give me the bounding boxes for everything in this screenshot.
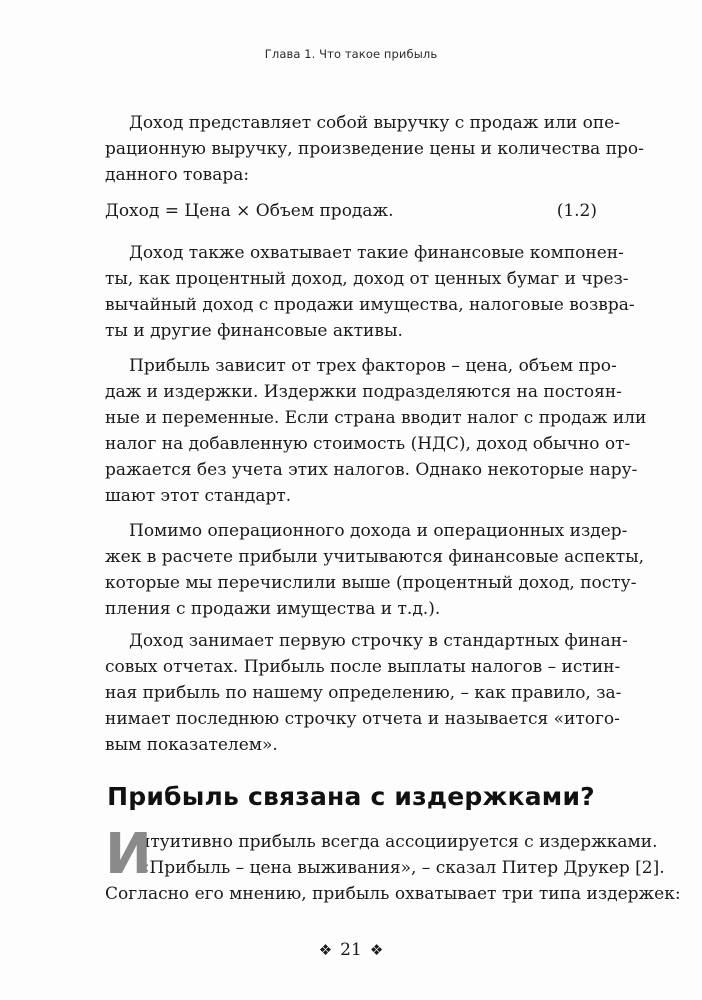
paragraph-line: которые мы перечислили выше (процентный доход, посту- (105, 573, 637, 593)
page-number: 21 (340, 940, 362, 960)
paragraph-line: вым показателем». (105, 735, 278, 755)
paragraph-line: вычайный доход с продажи имущества, налоговые возвра- (105, 295, 635, 315)
paragraph-2 (105, 240, 635, 344)
paragraph-line: «Прибыль – цена выживания», – сказал Питер Друкер [2]. (139, 858, 665, 878)
paragraph-3 (105, 353, 647, 509)
paragraph-line: ная прибыль по нашему определению, – как правило, за- (105, 683, 622, 703)
ornament-left-icon: ❖ (318, 941, 333, 959)
paragraph-line: нтуитивно прибыль всегда ассоциируется с издержками. (139, 832, 658, 852)
paragraph-line: Согласно его мнению, прибыль охватывает три типа издержек: (105, 884, 681, 904)
paragraph-line: Доход также охватывает такие финансовые компонен- (129, 243, 624, 263)
paragraph-line: данного товара: (105, 165, 250, 185)
paragraph-5 (105, 628, 628, 758)
paragraph-line: рационную выручку, произведение цены и количества про- (105, 139, 644, 159)
paragraph-line: ты, как процентный доход, доход от ценных бумаг и чрез- (105, 269, 629, 289)
paragraph-line: Прибыль зависит от трех факторов – цена, объем про- (129, 356, 617, 376)
running-header: Глава 1. Что такое прибыль (264, 47, 438, 61)
equation-number: (1.2) (556, 201, 597, 221)
paragraph-line: ражается без учета этих налогов. Однако некоторые нару- (105, 460, 638, 480)
ornament-right-icon: ❖ (369, 941, 384, 959)
paragraph-line: шают этот стандарт. (105, 486, 292, 506)
paragraph-line: даж и издержки. Издержки подразделяются на постоян- (105, 382, 622, 402)
dropcap-paragraph (105, 822, 681, 907)
page-number-footer (0, 940, 702, 960)
paragraph-line: Доход представляет собой выручку с продаж или опе- (129, 113, 620, 133)
equation (105, 198, 597, 224)
paragraph-4 (105, 518, 645, 622)
paragraph-line: нимает последнюю строчку отчета и называется «итого- (105, 709, 620, 729)
equation-text: Доход = Цена × Объем продаж. (105, 201, 394, 221)
paragraph-line: жек в расчете прибыли учитываются финансовые аспекты, (105, 547, 645, 567)
paragraph-line: налог на добавленную стоимость (НДС), доход обычно от- (105, 434, 631, 454)
paragraph-line: ные и переменные. Если страна вводит налог с продаж или (105, 408, 647, 428)
paragraph-line: ты и другие финансовые активы. (105, 321, 403, 341)
paragraph-1 (105, 110, 644, 188)
paragraph-line: Помимо операционного дохода и операционных издер- (129, 521, 628, 541)
section-heading: Прибыль связана с издержками? (107, 782, 595, 811)
drop-cap-letter: И (105, 822, 152, 887)
paragraph-line: пления с продажи имущества и т.д.). (105, 599, 441, 619)
paragraph-line: совых отчетах. Прибыль после выплаты налогов – истин- (105, 657, 621, 677)
paragraph-line: Доход занимает первую строчку в стандартных финан- (129, 631, 628, 651)
